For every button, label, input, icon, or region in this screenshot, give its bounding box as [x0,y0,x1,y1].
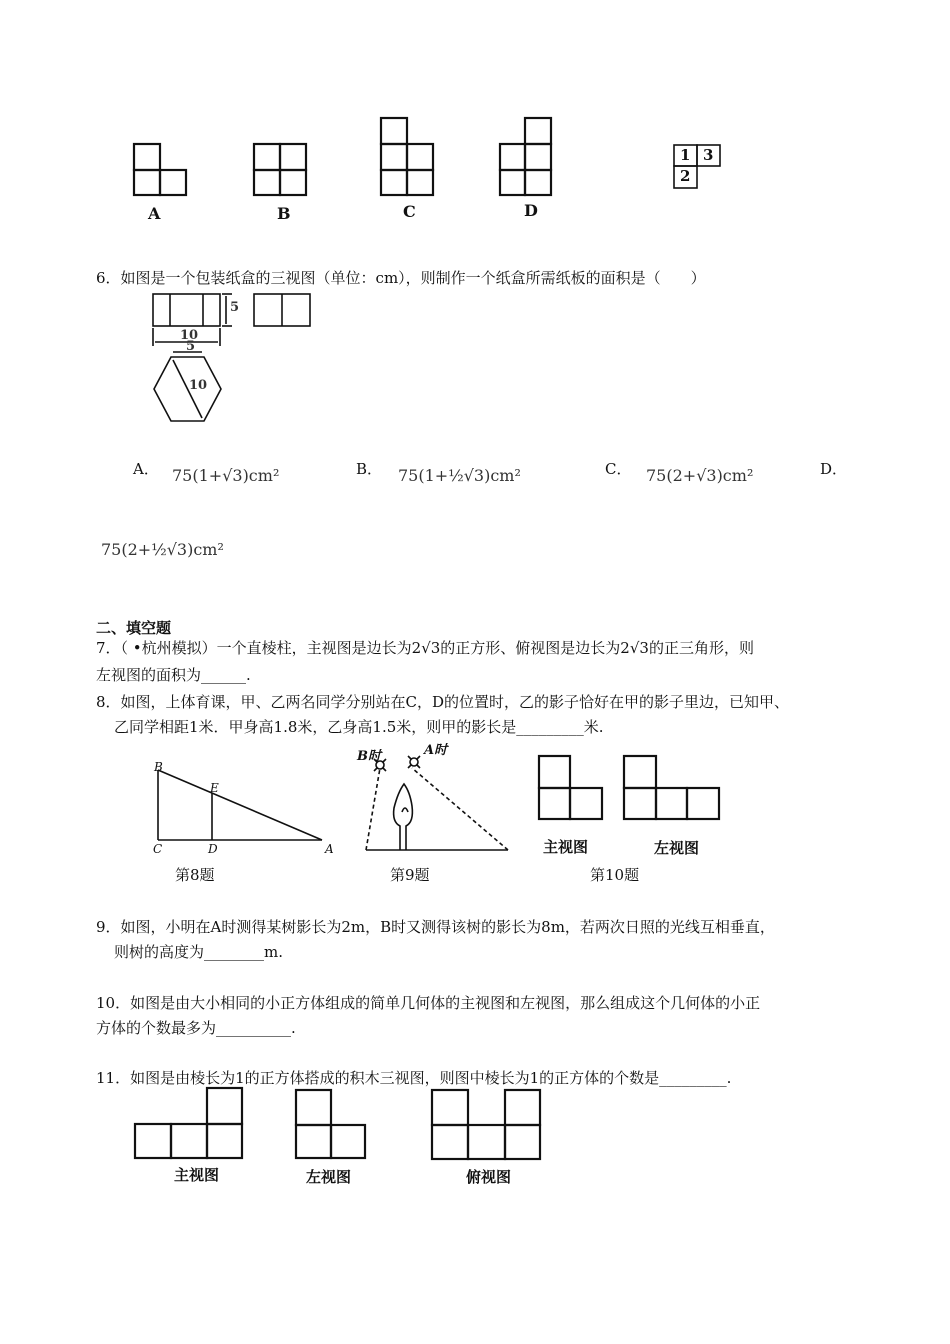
cell-number-1: 1 [680,146,691,164]
dim-5-height: 5 [230,300,240,315]
q6-option-c-letter: C． [605,460,632,478]
dim-10-diag: 10 [189,378,208,393]
q11-line1: 11．如图是由棱长为1的正方体搭成的积木三视图，则图中棱长为1的正方体的个数是_________. [96,1069,732,1087]
fig10-left-label: 左视图 [654,839,700,857]
dim-5-hex: 5 [186,339,196,354]
fig11-front-label: 主视图 [174,1166,220,1184]
q9-line1: 9．如图，小明在A时测得某树影长为2m，B时又测得该树的影长为8m，若两次日照的光线互相垂直， [96,918,775,936]
fig8-point-c: C [153,842,163,856]
q5-label-c: C [403,202,416,221]
cell-number-3: 3 [703,146,714,164]
q6-option-a-letter: A． [133,460,159,478]
q6-option-d-letter: D． [820,460,848,478]
q9-line2: 则树的高度为________m. [114,943,283,961]
q6-option-b-expr: 75(1+½√3)cm² [398,466,521,485]
cell-number-2: 2 [680,167,691,185]
fig8-point-a: A [325,842,334,856]
fig10-caption: 第10题 [590,866,640,884]
fig8-point-e: E [210,781,219,795]
fig11-top-label: 俯视图 [466,1168,512,1186]
q5-label-b: B [277,204,291,223]
q7-line2: 左视图的面积为______. [96,666,251,684]
fig11-left-label: 左视图 [306,1168,352,1186]
fig10-front-label: 主视图 [543,838,589,856]
q5-label-a: A [148,204,161,223]
q6-option-b-letter: B． [356,460,383,478]
fig8-caption: 第8题 [175,866,215,884]
fig9-caption: 第9题 [390,866,430,884]
q8-line2: 乙同学相距1米．甲身高1.8米，乙身高1.5米，则甲的影长是_________米. [114,718,604,736]
fig9-b-time: B时 [357,749,381,764]
fig8-point-d: D [208,842,218,856]
q5-label-d: D [524,201,538,220]
q6-stem: 6．如图是一个包装纸盒的三视图（单位：cm），则制作一个纸盒所需纸板的面积是（ ） [96,269,706,287]
q10-line1: 10．如图是由大小相同的小正方体组成的简单几何体的主视图和左视图，那么组成这个几何体的小正 [96,994,761,1012]
q6-option-d-expr: 75(2+½√3)cm² [101,540,224,559]
q6-option-a-expr: 75(1+√3)cm² [172,466,280,485]
q6-option-c-expr: 75(2+√3)cm² [646,466,754,485]
dim-10-width: 10 [180,328,199,343]
fig9-a-time: A时 [424,743,448,758]
q7-line1: 7．（ •杭州模拟）一个直棱柱，主视图是边长为2√3的正方形、俯视图是边长为2√3的正三角形，则 [96,639,754,657]
fig8-point-b: B [154,760,163,774]
q8-line1: 8．如图，上体育课，甲、乙两名同学分别站在C，D的位置时，乙的影子恰好在甲的影子里边，已知甲、 [96,693,790,711]
q10-line2: 方体的个数最多为__________. [96,1019,296,1037]
section-title: 二、填空题 [96,619,172,637]
